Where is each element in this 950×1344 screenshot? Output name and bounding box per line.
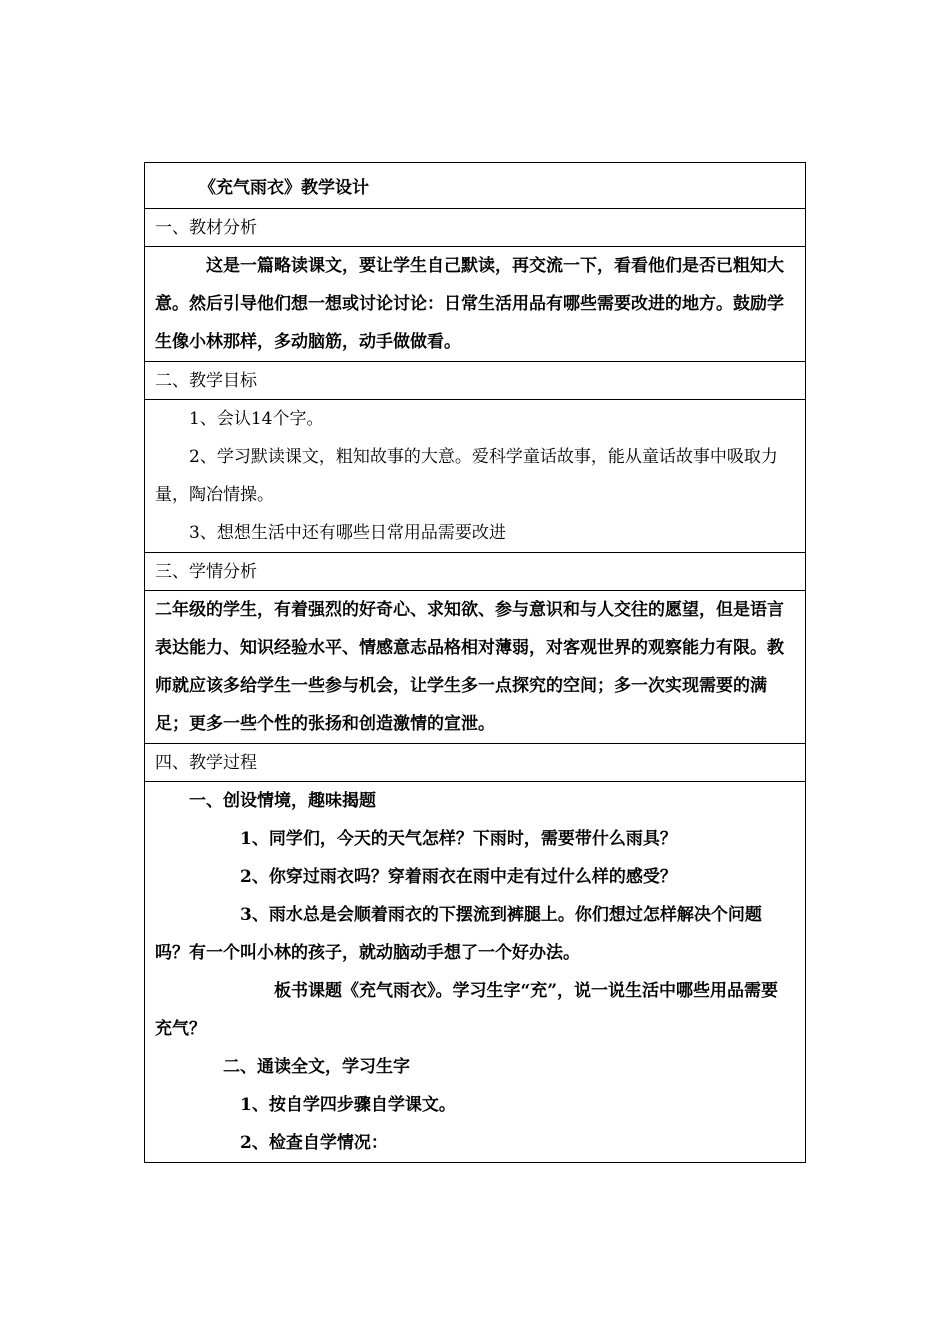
lesson-plan-table <box>144 162 806 1163</box>
goal-item: 1、会认14个字。 <box>189 409 324 429</box>
section-body-teaching-process <box>145 782 805 1162</box>
paragraph: 二年级的学生，有着强烈的好奇心、求知欲、参与意识和与人交往的愿望，但是语言表达能力、知识经验水平、情感意志品格相对薄弱，对客观世界的观察能力有限。教师就应该多给学生一些参与机会，让学生多一点探究的空间；多一次实现需要的满足；更多一些个性的张扬和创造激情的宣泄。 <box>155 600 784 734</box>
section-body-textbook-analysis <box>145 247 805 362</box>
section-body-teaching-goals <box>145 400 805 553</box>
goal-item: 2、学习默读课文，粗知故事的大意。爱科学童话故事，能从童话故事中吸取力量，陶冶情操。 <box>155 447 778 505</box>
section-body-student-analysis <box>145 591 805 744</box>
step-item: 3、雨水总是会顺着雨衣的下摆流到裤腿上。你们想过怎样解决个问题吗？有一个叫小林的孩子，就动脑动手想了一个好办法。 <box>155 905 762 963</box>
goal-item: 3、想想生活中还有哪些日常用品需要改进 <box>189 523 506 543</box>
step-item: 1、同学们，今天的天气怎样？下雨时，需要带什么雨具？ <box>240 829 677 849</box>
section-heading-teaching-goals: 二、教学目标 <box>145 362 805 400</box>
section-heading-textbook-analysis: 一、教材分析 <box>145 209 805 247</box>
section-heading-teaching-process: 四、教学过程 <box>145 744 805 782</box>
step-item: 2、你穿过雨衣吗？穿着雨衣在雨中走有过什么样的感受？ <box>240 867 677 887</box>
step-heading: 二、通读全文，学习生字 <box>223 1057 410 1077</box>
step-item: 1、按自学四步骤自学课文。 <box>240 1095 456 1115</box>
document-title: 《充气雨衣》教学设计 <box>145 163 805 209</box>
step-item: 板书课题《充气雨衣》。学习生字“充”，说一说生活中哪些用品需要充气？ <box>155 981 779 1039</box>
paragraph: 这是一篇略读课文，要让学生自己默读，再交流一下，看看他们是否已粗知大意。然后引导他们想一想或讨论讨论：日常生活用品有哪些需要改进的地方。鼓励学生像小林那样，多动脑筋，动手做做看。 <box>155 256 784 352</box>
section-heading-student-analysis: 三、学情分析 <box>145 553 805 591</box>
step-heading: 一、创设情境，趣味揭题 <box>189 791 376 811</box>
step-item: 2、检查自学情况： <box>240 1133 388 1153</box>
